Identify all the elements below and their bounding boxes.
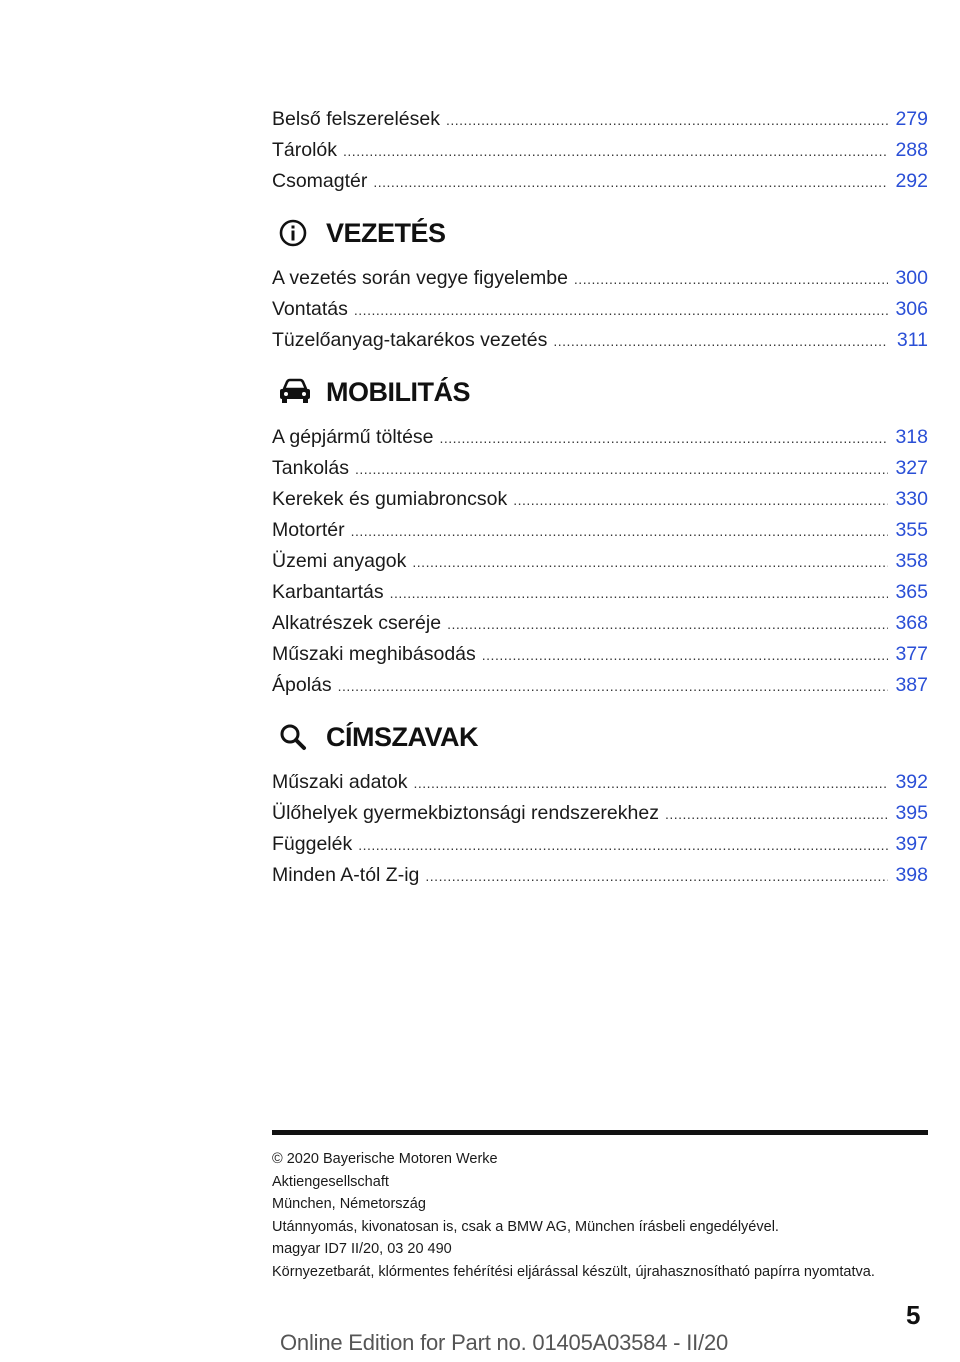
toc-entry-title: Műszaki adatok	[272, 771, 408, 793]
toc-entry-title: Tüzelőanyag-takarékos vezetés	[272, 329, 548, 351]
leader-dots	[354, 295, 888, 326]
toc-entry-page[interactable]: 311	[896, 329, 928, 351]
toc-entry[interactable]	[272, 639, 928, 670]
toc-entry-page[interactable]: 300	[895, 267, 928, 289]
toc-entry[interactable]	[272, 577, 928, 608]
toc-entry-title: Minden A-tól Z-ig	[272, 864, 420, 886]
toc-entry-page[interactable]: 377	[895, 643, 928, 665]
toc-entry-page[interactable]: 395	[895, 802, 928, 824]
toc-entry-page[interactable]: 292	[895, 170, 928, 192]
imprint-line: © 2020 Bayerische Motoren Werke	[272, 1151, 498, 1167]
leader-dots	[390, 578, 888, 609]
imprint-line: magyar ID7 II/20, 03 20 490	[272, 1241, 452, 1257]
toc-entry-title: Belső felszerelések	[272, 108, 440, 130]
leader-dots	[338, 671, 888, 702]
toc-entry[interactable]	[272, 135, 928, 166]
toc-entry[interactable]	[272, 422, 928, 453]
toc-entry[interactable]	[272, 860, 928, 891]
toc-entry-title: Ápolás	[272, 674, 332, 696]
leader-dots	[412, 547, 888, 578]
imprint-line: Környezetbarát, klórmentes fehérítési eljárással készült, újrahasznosítható papírra nyomtatva.	[272, 1263, 875, 1280]
section-heading	[272, 362, 928, 422]
toc-entry-title: Ülőhelyek gyermekbiztonsági rendszerekhez	[272, 802, 659, 824]
toc-entry-page[interactable]: 330	[895, 488, 928, 510]
toc-entry[interactable]	[272, 325, 928, 356]
leader-dots	[413, 768, 888, 799]
toc-entry[interactable]	[272, 263, 928, 294]
toc-group-top	[272, 104, 928, 197]
toc-entry-page[interactable]: 306	[895, 298, 928, 320]
toc-entry-page[interactable]: 355	[895, 519, 928, 541]
page-number: 5	[906, 1300, 921, 1330]
toc-entry-title: A vezetés során vegye figyelembe	[272, 267, 568, 289]
toc-entry-title: Üzemi anyagok	[272, 550, 407, 572]
toc-entry[interactable]	[272, 104, 928, 135]
table-of-contents	[272, 104, 928, 891]
toc-entry-page[interactable]: 288	[895, 139, 928, 161]
toc-entry-title: Függelék	[272, 833, 353, 855]
leader-dots	[574, 264, 888, 295]
leader-dots	[343, 136, 888, 167]
leader-dots	[665, 799, 888, 830]
toc-entry-title: Motortér	[272, 519, 345, 541]
toc-entry-title: Műszaki meghibásodás	[272, 643, 476, 665]
toc-entry-page[interactable]: 387	[895, 674, 928, 696]
toc-entry[interactable]	[272, 166, 928, 197]
section-heading	[272, 203, 928, 263]
toc-entry[interactable]	[272, 767, 928, 798]
leader-dots	[447, 609, 888, 640]
leader-dots	[351, 516, 888, 547]
search-icon	[278, 717, 318, 757]
toc-entry[interactable]	[272, 546, 928, 577]
toc-entry-page[interactable]: 398	[895, 864, 928, 886]
section-cimszavak	[272, 707, 928, 891]
toc-entry-page[interactable]: 365	[895, 581, 928, 603]
toc-entry[interactable]	[272, 608, 928, 639]
leader-dots	[358, 830, 888, 861]
leader-dots	[425, 861, 888, 892]
toc-entry-page[interactable]: 368	[895, 612, 928, 634]
leader-dots	[553, 326, 888, 357]
section-heading	[272, 707, 928, 767]
imprint-block	[272, 1148, 942, 1283]
section-title: CÍMSZAVAK	[326, 721, 478, 752]
toc-entry-title: A gépjármű töltése	[272, 426, 434, 448]
toc-entry-title: Tárolók	[272, 139, 338, 161]
toc-entry-page[interactable]: 327	[895, 457, 928, 479]
imprint-line: Utánnyomás, kivonatosan is, csak a BMW AG, München írásbeli engedélyével.	[272, 1218, 779, 1235]
leader-dots	[513, 485, 888, 516]
car-icon	[278, 372, 318, 412]
toc-entry[interactable]	[272, 453, 928, 484]
toc-entry-title: Kerekek és gumiabroncsok	[272, 488, 508, 510]
imprint-divider	[272, 1130, 928, 1135]
toc-entry[interactable]	[272, 798, 928, 829]
leader-dots	[440, 423, 888, 454]
leader-dots	[355, 454, 888, 485]
section-mobilitas	[272, 362, 928, 701]
toc-entry-title: Karbantartás	[272, 581, 384, 603]
toc-entry[interactable]	[272, 515, 928, 546]
toc-entry-page[interactable]: 279	[895, 108, 928, 130]
toc-entry-title: Tankolás	[272, 457, 349, 479]
imprint-line: München, Németország	[272, 1196, 426, 1212]
footer-watermark: Online Edition for Part no. 01405A03584 - II/20	[280, 1330, 729, 1355]
toc-entry-page[interactable]: 392	[895, 771, 928, 793]
imprint-line: Aktiengesellschaft	[272, 1173, 389, 1190]
section-title: MOBILITÁS	[326, 376, 470, 407]
section-vezetes	[272, 203, 928, 356]
toc-entry-title: Vontatás	[272, 298, 348, 320]
toc-entry-title: Csomagtér	[272, 170, 368, 192]
section-title: VEZETÉS	[326, 217, 446, 248]
leader-dots	[373, 167, 888, 198]
info-icon	[278, 213, 318, 253]
toc-entry-page[interactable]: 358	[895, 550, 928, 572]
leader-dots	[482, 640, 888, 671]
toc-entry[interactable]	[272, 670, 928, 701]
toc-entry-page[interactable]: 397	[895, 833, 928, 855]
toc-entry-title: Alkatrészek cseréje	[272, 612, 442, 634]
toc-entry[interactable]	[272, 829, 928, 860]
toc-entry[interactable]	[272, 294, 928, 325]
toc-entry-page[interactable]: 318	[895, 426, 928, 448]
toc-entry[interactable]	[272, 484, 928, 515]
leader-dots	[446, 105, 888, 136]
